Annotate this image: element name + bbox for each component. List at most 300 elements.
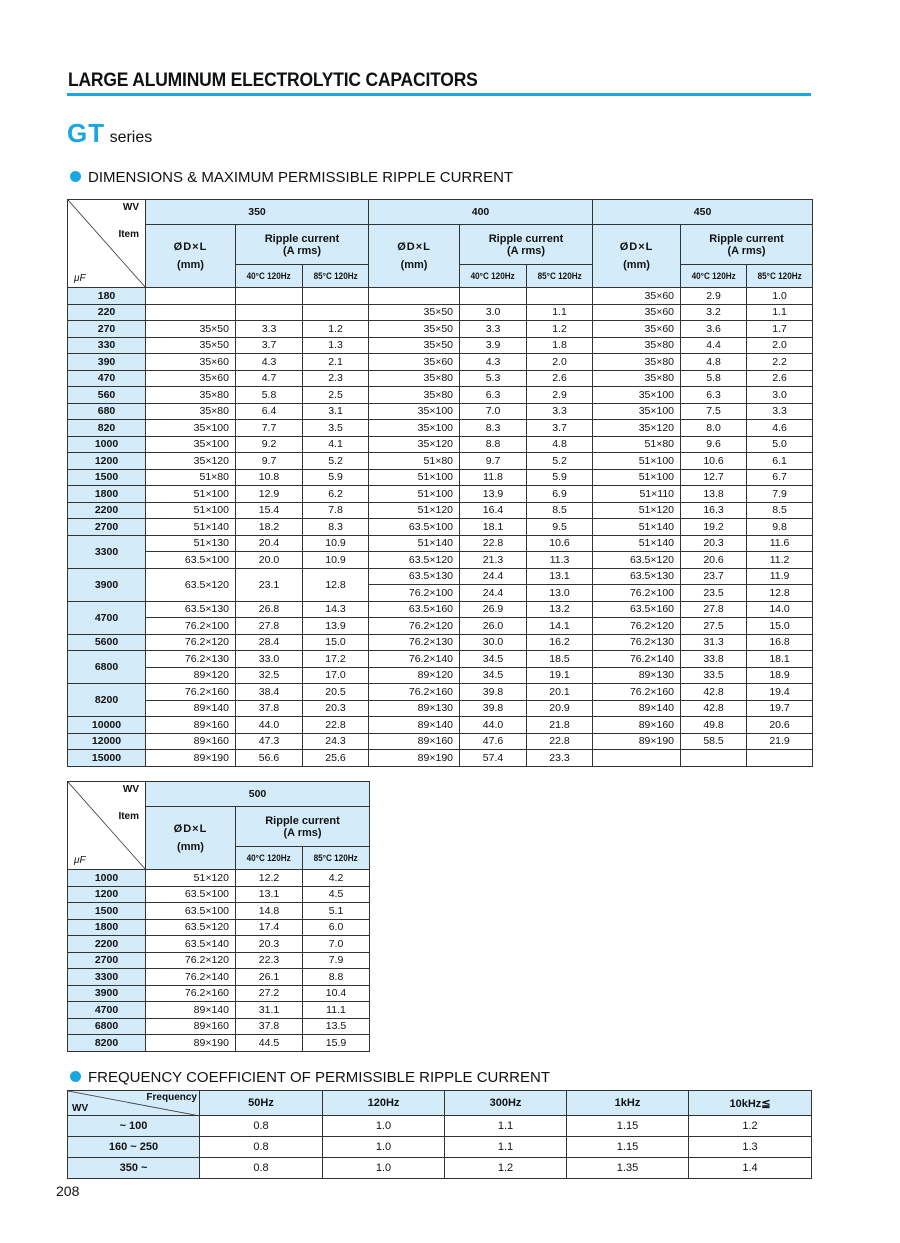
dimension-cell: 63.5×140	[146, 936, 236, 953]
ripple-unit: (A rms)	[283, 826, 322, 839]
table-corner	[68, 200, 146, 288]
ripple-40-cell: 10.6	[681, 453, 747, 470]
dimension-cell: 63.5×120	[146, 568, 236, 601]
capacitance-cell: 180	[68, 288, 146, 305]
ripple-85-cell: 17.0	[303, 667, 369, 684]
dimension-cell	[146, 304, 236, 321]
capacitance-cell: 1000	[68, 436, 146, 453]
ripple-85-cell: 8.5	[527, 502, 593, 519]
dimension-cell: 35×50	[369, 304, 460, 321]
table-row	[68, 601, 813, 618]
dimension-symbol: ØD×L	[173, 823, 208, 835]
dimension-cell: 51×80	[369, 453, 460, 470]
table-row	[68, 568, 813, 585]
temp-label: 40°C 120Hz	[246, 853, 292, 864]
temp-label: 40°C 120Hz	[470, 271, 516, 282]
dimension-cell: 76.2×160	[146, 985, 236, 1002]
capacitance-cell: 12000	[68, 733, 146, 750]
table-row	[68, 370, 813, 387]
capacitance-cell: 4700	[68, 601, 146, 634]
ripple-85-cell: 3.1	[303, 403, 369, 420]
dimension-cell: 35×60	[593, 321, 681, 338]
ripple-85-cell: 5.2	[303, 453, 369, 470]
dimension-cell: 35×80	[146, 403, 236, 420]
table-row	[68, 304, 813, 321]
ripple-40-cell: 20.4	[236, 535, 303, 552]
ripple-85-cell: 3.5	[303, 420, 369, 437]
dimension-cell: 51×140	[146, 519, 236, 536]
ripple-85-cell: 7.8	[303, 502, 369, 519]
ripple-40-cell: 9.7	[236, 453, 303, 470]
dimension-cell: 76.2×140	[146, 969, 236, 986]
capacitance-cell: 2200	[68, 936, 146, 953]
ripple-85-cell: 5.9	[303, 469, 369, 486]
dimension-symbol: ØD×L	[397, 241, 431, 253]
dimension-cell: 51×120	[369, 502, 460, 519]
ripple-40-cell: 23.5	[681, 585, 747, 602]
coefficient-cell: 0.8	[200, 1116, 323, 1137]
dimension-symbol: ØD×L	[619, 241, 654, 253]
dimension-cell: 35×60	[369, 354, 460, 371]
ripple-85-cell: 2.0	[527, 354, 593, 371]
ripple-40-cell: 6.3	[681, 387, 747, 404]
table-row	[68, 870, 370, 887]
ripple-40-cell	[460, 288, 527, 305]
dimension-cell: 89×190	[369, 750, 460, 767]
ripple-85-cell: 9.5	[527, 519, 593, 536]
ripple-85-cell: 9.8	[747, 519, 813, 536]
ripple-40-cell: 3.3	[460, 321, 527, 338]
ripple-40-cell	[681, 750, 747, 767]
capacitance-cell: 3300	[68, 535, 146, 568]
dimension-cell: 51×140	[593, 519, 681, 536]
ripple-40-cell: 24.4	[460, 585, 527, 602]
table-row	[68, 1035, 370, 1052]
coefficient-cell: 1.15	[567, 1116, 689, 1137]
dimension-cell: 35×80	[369, 387, 460, 404]
ripple-40-cell: 26.8	[236, 601, 303, 618]
capacitance-cell: 1200	[68, 453, 146, 470]
dimension-cell	[146, 288, 236, 305]
voltage-header: 500	[146, 782, 370, 807]
dimension-cell: 89×190	[146, 750, 236, 767]
dimension-unit: (mm)	[400, 259, 428, 271]
ripple-85-cell: 2.3	[303, 370, 369, 387]
bullet-icon	[70, 1071, 81, 1082]
page-title: LARGE ALUMINUM ELECTROLYTIC CAPACITORS	[68, 70, 478, 91]
dimension-cell: 35×80	[593, 354, 681, 371]
temp-header-85	[527, 265, 593, 288]
series-code: GT	[67, 118, 106, 148]
temp-header-40	[236, 265, 303, 288]
section-heading-dimensions	[70, 169, 513, 186]
ripple-85-cell: 6.0	[303, 919, 370, 936]
table-row	[68, 651, 813, 668]
ripple-40-cell: 33.8	[681, 651, 747, 668]
dimension-cell: 51×100	[146, 486, 236, 503]
dimension-cell: 63.5×120	[146, 919, 236, 936]
dimension-cell: 63.5×120	[593, 552, 681, 569]
ripple-85-cell	[303, 288, 369, 305]
capacitance-cell: 3900	[68, 568, 146, 601]
ripple-85-cell: 1.0	[747, 288, 813, 305]
temp-header-40	[236, 847, 303, 870]
temp-header-40	[460, 265, 527, 288]
dimension-cell: 89×130	[593, 667, 681, 684]
dimension-cell: 35×50	[146, 337, 236, 354]
ripple-40-cell: 14.8	[236, 903, 303, 920]
table-row	[68, 519, 813, 536]
ripple-40-cell: 39.8	[460, 700, 527, 717]
capacitance-cell: 6800	[68, 1018, 146, 1035]
dimension-cell: 63.5×130	[146, 601, 236, 618]
dimension-cell: 51×80	[146, 469, 236, 486]
ripple-40-cell: 47.3	[236, 733, 303, 750]
table-row	[68, 717, 813, 734]
section-heading-text: DIMENSIONS & MAXIMUM PERMISSIBLE RIPPLE CURRENT	[88, 169, 514, 186]
table-row	[68, 903, 370, 920]
ripple-40-cell: 32.5	[236, 667, 303, 684]
ripple-85-cell: 4.8	[527, 436, 593, 453]
dimension-cell: 35×50	[369, 337, 460, 354]
dimension-cell: 76.2×120	[369, 618, 460, 635]
capacitance-cell: 1200	[68, 886, 146, 903]
ripple-40-cell: 8.8	[460, 436, 527, 453]
ripple-85-cell: 5.2	[527, 453, 593, 470]
ripple-40-cell: 26.1	[236, 969, 303, 986]
dimension-cell: 35×100	[369, 420, 460, 437]
ripple-85-cell: 10.4	[303, 985, 370, 1002]
ripple-85-cell: 5.1	[303, 903, 370, 920]
ripple-85-cell: 3.7	[527, 420, 593, 437]
table-row	[68, 1158, 812, 1179]
wv-label: WV	[122, 202, 139, 213]
ripple-85-cell: 13.2	[527, 601, 593, 618]
ripple-40-cell: 9.2	[236, 436, 303, 453]
ripple-40-cell: 16.4	[460, 502, 527, 519]
ripple-85-cell: 1.1	[747, 304, 813, 321]
ripple-header	[460, 225, 593, 265]
ripple-40-cell: 23.7	[681, 568, 747, 585]
ripple-40-cell: 12.9	[236, 486, 303, 503]
ripple-85-cell: 5.9	[527, 469, 593, 486]
dimension-cell: 76.2×120	[146, 952, 236, 969]
frequency-corner	[68, 1091, 200, 1116]
dimension-cell: 35×80	[146, 387, 236, 404]
ripple-40-cell: 17.4	[236, 919, 303, 936]
ripple-85-cell: 11.1	[303, 1002, 370, 1019]
dimension-cell: 76.2×130	[593, 634, 681, 651]
ripple-85-cell: 3.0	[747, 387, 813, 404]
temp-header-85	[303, 847, 370, 870]
wv-range-cell: ~ 100	[68, 1116, 200, 1137]
capacitance-cell: 2200	[68, 502, 146, 519]
ripple-40-cell: 58.5	[681, 733, 747, 750]
bullet-icon	[70, 171, 81, 182]
ripple-40-cell: 27.8	[681, 601, 747, 618]
ripple-40-cell: 3.0	[460, 304, 527, 321]
capacitance-cell: 3900	[68, 985, 146, 1002]
dimension-cell: 35×80	[593, 370, 681, 387]
dimension-cell: 35×120	[146, 453, 236, 470]
coefficient-cell: 1.15	[567, 1137, 689, 1158]
capacitance-cell: 10000	[68, 717, 146, 734]
dimension-cell: 89×140	[593, 700, 681, 717]
ripple-header	[236, 807, 370, 847]
ripple-40-cell: 27.5	[681, 618, 747, 635]
capacitance-cell: 2700	[68, 519, 146, 536]
ripple-85-cell: 1.7	[747, 321, 813, 338]
table-row	[68, 733, 813, 750]
dimension-cell: 89×160	[146, 1018, 236, 1035]
dimension-cell: 51×100	[369, 486, 460, 503]
ripple-40-cell: 4.8	[681, 354, 747, 371]
dimension-cell: 35×100	[369, 403, 460, 420]
dimension-cell: 89×160	[146, 733, 236, 750]
ripple-85-cell: 11.9	[747, 568, 813, 585]
ripple-85-cell: 14.0	[747, 601, 813, 618]
dimension-cell: 35×80	[369, 370, 460, 387]
ripple-85-cell: 10.9	[303, 535, 369, 552]
ripple-85-cell: 2.9	[527, 387, 593, 404]
ripple-header	[681, 225, 813, 265]
dimension-cell: 89×140	[369, 717, 460, 734]
temp-label: 85°C 120Hz	[313, 271, 358, 282]
dimension-cell: 89×140	[146, 700, 236, 717]
table-corner	[68, 782, 146, 870]
ripple-40-cell: 42.8	[681, 684, 747, 701]
capacitance-cell: 330	[68, 337, 146, 354]
ripple-85-cell: 19.7	[747, 700, 813, 717]
ripple-40-cell: 5.3	[460, 370, 527, 387]
table-row	[68, 337, 813, 354]
dimension-cell: 76.2×140	[369, 651, 460, 668]
dimension-cell: 89×160	[369, 733, 460, 750]
table-row	[68, 420, 813, 437]
dimension-cell: 63.5×120	[369, 552, 460, 569]
temp-header-40	[681, 265, 747, 288]
ripple-85-cell: 6.1	[747, 453, 813, 470]
dimension-cell: 35×60	[146, 354, 236, 371]
ripple-85-cell: 23.3	[527, 750, 593, 767]
dimension-cell: 89×190	[146, 1035, 236, 1052]
capacitance-cell: 220	[68, 304, 146, 321]
dimension-cell: 76.2×100	[146, 618, 236, 635]
ripple-label: Ripple current	[709, 232, 784, 245]
table-row	[68, 354, 813, 371]
series-label	[67, 118, 152, 149]
coefficient-cell: 1.3	[689, 1137, 812, 1158]
frequency-header: 50Hz	[200, 1091, 323, 1116]
dimension-cell: 35×50	[146, 321, 236, 338]
ripple-40-cell: 26.0	[460, 618, 527, 635]
dimension-cell: 51×100	[593, 469, 681, 486]
ripple-85-cell: 15.9	[303, 1035, 370, 1052]
ripple-85-cell: 4.6	[747, 420, 813, 437]
capacitance-cell: 1800	[68, 919, 146, 936]
ripple-85-cell: 3.3	[527, 403, 593, 420]
table-row	[68, 387, 813, 404]
coefficient-cell: 1.0	[323, 1137, 445, 1158]
ripple-40-cell: 42.8	[681, 700, 747, 717]
frequency-header: 120Hz	[323, 1091, 445, 1116]
ripple-header	[236, 225, 369, 265]
ripple-40-cell: 56.6	[236, 750, 303, 767]
dimension-cell: 63.5×100	[146, 886, 236, 903]
dimension-cell: 35×80	[593, 337, 681, 354]
ripple-85-cell: 12.8	[747, 585, 813, 602]
voltage-header: 450	[593, 200, 813, 225]
ripple-85-cell: 19.1	[527, 667, 593, 684]
dimension-cell: 51×110	[593, 486, 681, 503]
ripple-85-cell: 19.4	[747, 684, 813, 701]
dimension-cell: 76.2×120	[146, 634, 236, 651]
ripple-40-cell: 31.3	[681, 634, 747, 651]
ripple-40-cell: 16.3	[681, 502, 747, 519]
ripple-40-cell: 4.7	[236, 370, 303, 387]
ripple-table-500v	[67, 781, 370, 1052]
frequency-header: 1kHz	[567, 1091, 689, 1116]
uf-label: μF	[74, 273, 86, 284]
ripple-85-cell: 6.2	[303, 486, 369, 503]
dimension-cell: 35×60	[593, 304, 681, 321]
ripple-40-cell: 33.5	[681, 667, 747, 684]
dimension-cell: 89×140	[146, 1002, 236, 1019]
coefficient-cell: 1.0	[323, 1116, 445, 1137]
capacitance-cell: 820	[68, 420, 146, 437]
dimension-cell: 63.5×130	[593, 568, 681, 585]
ripple-85-cell: 18.5	[527, 651, 593, 668]
dimension-cell: 51×120	[146, 870, 236, 887]
table-row	[68, 667, 813, 684]
ripple-40-cell: 4.3	[236, 354, 303, 371]
ripple-85-cell: 1.2	[303, 321, 369, 338]
ripple-40-cell: 47.6	[460, 733, 527, 750]
ripple-40-cell: 9.6	[681, 436, 747, 453]
ripple-40-cell: 31.1	[236, 1002, 303, 1019]
capacitance-cell: 5600	[68, 634, 146, 651]
dimension-cell: 89×190	[593, 733, 681, 750]
capacitance-cell: 8200	[68, 684, 146, 717]
frequency-coefficient-table	[67, 1090, 812, 1179]
ripple-85-cell: 15.0	[303, 634, 369, 651]
dimension-cell: 63.5×100	[146, 552, 236, 569]
ripple-40-cell: 18.2	[236, 519, 303, 536]
ripple-85-cell: 25.6	[303, 750, 369, 767]
ripple-unit: (A rms)	[282, 244, 322, 257]
coefficient-cell: 0.8	[200, 1137, 323, 1158]
ripple-85-cell: 21.9	[747, 733, 813, 750]
ripple-40-cell: 34.5	[460, 651, 527, 668]
dimension-cell: 63.5×100	[369, 519, 460, 536]
ripple-40-cell: 9.7	[460, 453, 527, 470]
dimension-unit: (mm)	[177, 259, 204, 271]
dimension-cell: 51×140	[593, 535, 681, 552]
ripple-40-cell: 15.4	[236, 502, 303, 519]
ripple-85-cell: 11.6	[747, 535, 813, 552]
ripple-40-cell: 30.0	[460, 634, 527, 651]
ripple-40-cell: 27.2	[236, 985, 303, 1002]
ripple-40-cell: 22.3	[236, 952, 303, 969]
ripple-40-cell: 22.8	[460, 535, 527, 552]
temp-label: 85°C 120Hz	[537, 271, 582, 282]
dimension-header	[146, 807, 236, 870]
dimension-cell: 76.2×160	[146, 684, 236, 701]
ripple-40-cell: 34.5	[460, 667, 527, 684]
dimension-cell: 51×120	[593, 502, 681, 519]
ripple-85-cell: 16.8	[747, 634, 813, 651]
ripple-40-cell: 26.9	[460, 601, 527, 618]
dimension-cell: 51×80	[593, 436, 681, 453]
ripple-40-cell: 3.3	[236, 321, 303, 338]
temp-label: 40°C 120Hz	[691, 271, 736, 282]
dimension-cell: 51×100	[369, 469, 460, 486]
table-row	[68, 403, 813, 420]
ripple-85-cell: 13.1	[527, 568, 593, 585]
ripple-40-cell: 4.4	[681, 337, 747, 354]
ripple-40-cell: 57.4	[460, 750, 527, 767]
ripple-85-cell: 18.1	[747, 651, 813, 668]
item-label: Item	[118, 229, 139, 240]
ripple-85-cell: 7.9	[303, 952, 370, 969]
page-number: 208	[56, 1183, 80, 1199]
ripple-85-cell: 18.9	[747, 667, 813, 684]
ripple-85-cell: 16.2	[527, 634, 593, 651]
ripple-85-cell: 2.5	[303, 387, 369, 404]
ripple-40-cell: 6.3	[460, 387, 527, 404]
ripple-85-cell: 14.1	[527, 618, 593, 635]
dimension-cell	[593, 750, 681, 767]
table-row	[68, 535, 813, 552]
ripple-85-cell: 2.0	[747, 337, 813, 354]
ripple-40-cell: 5.8	[681, 370, 747, 387]
capacitance-cell: 270	[68, 321, 146, 338]
ripple-85-cell: 12.8	[303, 568, 369, 601]
ripple-40-cell: 24.4	[460, 568, 527, 585]
capacitance-cell: 2700	[68, 952, 146, 969]
ripple-40-cell: 5.8	[236, 387, 303, 404]
ripple-85-cell: 24.3	[303, 733, 369, 750]
wv-range-cell: 160 ~ 250	[68, 1137, 200, 1158]
table-row	[68, 886, 370, 903]
ripple-40-cell: 33.0	[236, 651, 303, 668]
ripple-40-cell: 10.8	[236, 469, 303, 486]
capacitance-cell: 1500	[68, 469, 146, 486]
dimension-cell: 35×50	[369, 321, 460, 338]
ripple-40-cell: 8.0	[681, 420, 747, 437]
coefficient-cell: 1.1	[445, 1137, 567, 1158]
section-heading-frequency	[70, 1069, 550, 1086]
dimension-cell: 35×120	[369, 436, 460, 453]
ripple-85-cell: 7.0	[303, 936, 370, 953]
dimension-cell: 76.2×160	[369, 684, 460, 701]
ripple-40-cell: 20.3	[236, 936, 303, 953]
dimension-cell: 76.2×140	[593, 651, 681, 668]
table-row	[68, 936, 370, 953]
dimension-cell: 89×130	[369, 700, 460, 717]
ripple-85-cell: 8.3	[303, 519, 369, 536]
ripple-40-cell: 20.0	[236, 552, 303, 569]
ripple-40-cell: 12.2	[236, 870, 303, 887]
temp-header-85	[747, 265, 813, 288]
dimension-symbol: ØD×L	[173, 241, 208, 253]
table-row	[68, 618, 813, 635]
ripple-85-cell: 22.8	[303, 717, 369, 734]
voltage-header: 400	[369, 200, 593, 225]
ripple-85-cell: 15.0	[747, 618, 813, 635]
temp-label: 40°C 120Hz	[246, 271, 292, 282]
ripple-85-cell: 3.3	[747, 403, 813, 420]
